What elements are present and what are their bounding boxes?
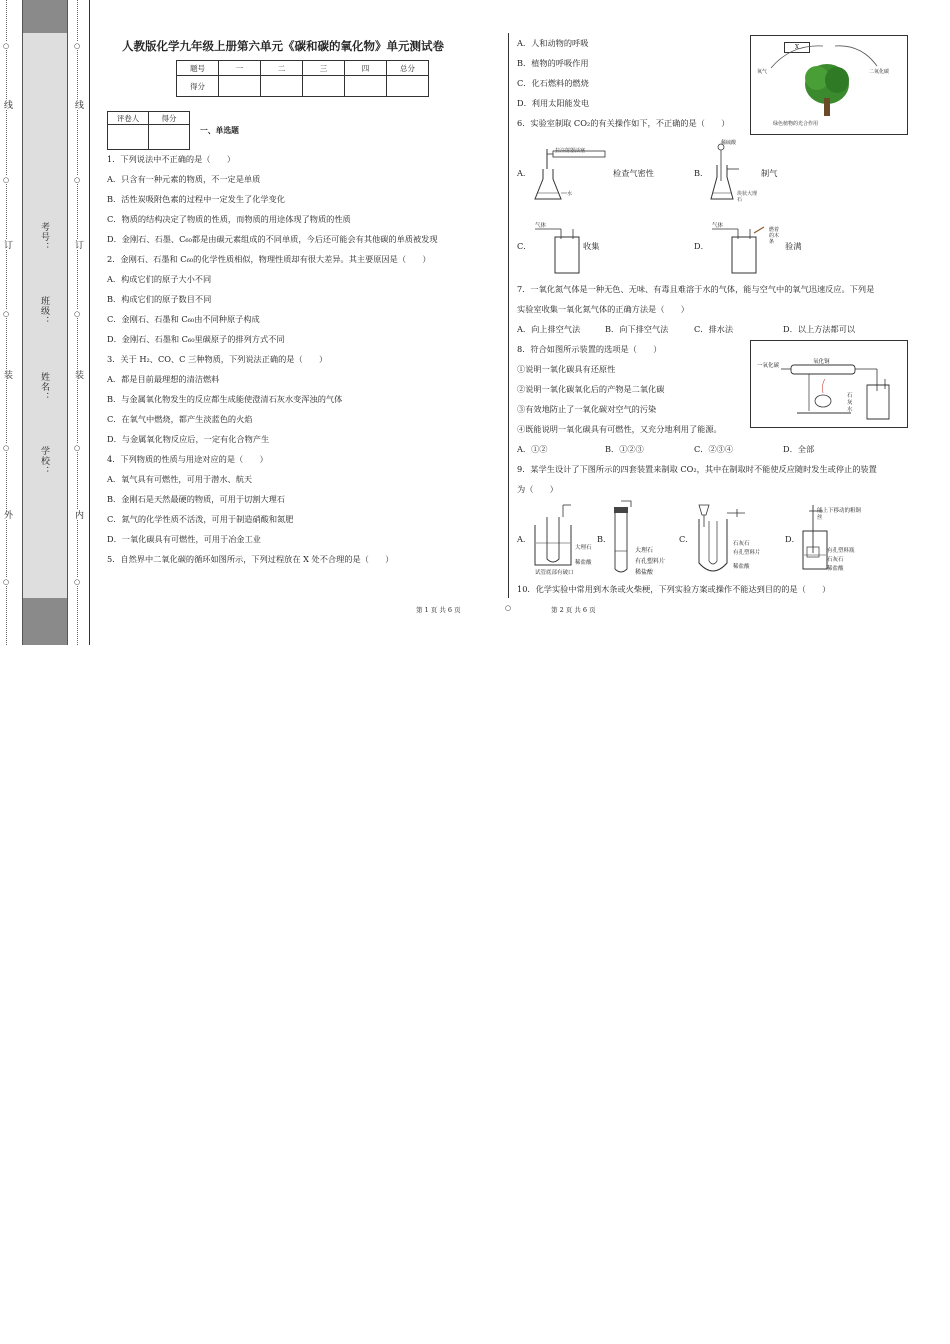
section-heading: 一、单选题	[200, 126, 239, 135]
statement-line: ①说明一氧化碳具有还原性	[517, 364, 616, 374]
q6-option-c-text: 收集	[583, 241, 600, 251]
option-line: D．金刚石、石墨和 C₆₀里碳原子的排列方式不同	[107, 334, 285, 344]
broken-tube-label: 试管底部有破口	[535, 570, 574, 576]
circle-mark: ○	[74, 42, 81, 50]
question-line: 7．一氧化氮气体是一种无色、无味、有毒且难溶于水的气体，能与空气中的氧气迅速反应。下列是	[517, 284, 875, 294]
copper-wire-label: 能上下移动的粗铜丝	[817, 508, 862, 521]
margin-mark-line: 线	[73, 100, 83, 110]
question-line: 4．下列物质的性质与用途对应的是（ ）	[107, 454, 268, 464]
q8-option-a: A．①②	[517, 444, 548, 454]
option-line: B．植物的呼吸作用	[517, 58, 589, 68]
grader-header: 评卷人	[108, 112, 149, 125]
field-name: 姓名：	[39, 372, 49, 402]
grader-header: 得分	[149, 112, 190, 125]
option-line: D．与金属氧化物反应后，一定有化合物产生	[107, 434, 270, 444]
co-label: 一氧化碳	[757, 363, 780, 369]
field-class: 班级：	[39, 296, 49, 326]
circle-mark: ○	[74, 444, 81, 452]
limestone-label: 石灰石	[733, 541, 750, 547]
q7-option-d: D．以上方法都可以	[783, 324, 856, 334]
margin-mark-bind: 订	[73, 240, 83, 250]
plastic-bottle-label: 有孔塑料瓶	[827, 548, 855, 554]
question-line: 9．某学生设计了下图所示的四套装置来制取 CO₂，其中在制取时不能使反应随时发生或停止的装置	[517, 464, 877, 474]
photosynthesis-label: 绿色植物的光合作用	[773, 121, 819, 127]
beaker-tube-diagram	[531, 503, 581, 575]
option-line: A．只含有一种元素的物质，不一定是单质	[107, 174, 261, 184]
circle-mark: ○	[74, 176, 81, 184]
co2-label: 二氧化碳	[869, 69, 890, 75]
gas-label: 气体	[712, 223, 724, 229]
binding-margin-outer	[0, 0, 14, 645]
circle-mark: ○	[3, 578, 10, 586]
option-line: B．活性炭吸附色素的过程中一定发生了化学变化	[107, 194, 285, 204]
gas-collection-bottle-diagram	[533, 225, 583, 277]
option-line: A．构成它们的原子大小不同	[107, 274, 212, 284]
question-line: 5．自然界中二氧化碳的循环如图所示，下列过程放在 X 处不合理的是（ ）	[107, 554, 394, 564]
score-cell[interactable]	[261, 76, 303, 97]
q7-option-c: C．排水法	[694, 324, 734, 334]
q6-option-d-label: D．	[694, 241, 709, 251]
score-header: 二	[261, 61, 303, 76]
page-number-1: 第 1 页 共 6 页	[416, 606, 461, 614]
option-line: C．化石燃料的燃烧	[517, 78, 589, 88]
score-header: 四	[345, 61, 387, 76]
option-line: D．一氧化碳具有可燃性，可用于冶金工业	[107, 534, 261, 544]
q9-option-a-label: A．	[517, 534, 532, 544]
score-cell[interactable]	[219, 76, 261, 97]
option-line: B．金刚石是天然最硬的物质，可用于切割大理石	[107, 494, 285, 504]
q7-option-a: A．向上排空气法	[517, 324, 581, 334]
question-line: 8．符合如图所示装置的选项是（ ）	[517, 344, 662, 354]
full-check-bottle-diagram	[710, 225, 766, 277]
column-divider	[508, 33, 509, 598]
burning-stick-label: 燃着的木条	[769, 227, 780, 245]
option-line: A．都是目前最理想的清洁燃料	[107, 374, 220, 384]
circle-mark: ○	[3, 176, 10, 184]
limestone-label: 石灰石	[827, 557, 844, 563]
score-header: 题号	[177, 61, 219, 76]
cuo-label: 氧化铜	[813, 359, 830, 365]
grader-cell[interactable]	[149, 125, 190, 150]
q6-option-a-label: A．	[517, 168, 532, 178]
acid-label: 稀盐酸	[575, 560, 592, 566]
grader-table	[107, 111, 190, 150]
score-row-label: 得分	[177, 76, 219, 97]
field-exam-number: 考号：	[39, 222, 49, 252]
circle-mark: ○	[3, 42, 10, 50]
question-line: 1．下列说法中不正确的是（ ）	[107, 154, 236, 164]
plate-label: 有孔塑料片	[635, 558, 666, 565]
binding-margin-inner	[70, 0, 86, 645]
x-box: X	[784, 42, 810, 53]
question-line: 6．实验室制取 CO₂的有关操作如下，不正确的是（ ）	[517, 118, 730, 128]
acid-label: 稀盐酸	[733, 564, 750, 570]
apparatus-illustration	[751, 341, 907, 427]
circle-mark: ○	[3, 310, 10, 318]
circle-mark: ○	[3, 444, 10, 452]
score-header: 三	[303, 61, 345, 76]
score-table	[176, 60, 429, 97]
option-line: B．构成它们的原子数目不同	[107, 294, 212, 304]
q6-option-a-text: 检查气密性	[613, 168, 654, 178]
statement-line: ②说明一氧化碳氧化后的产物是二氧化碳	[517, 384, 665, 394]
score-cell[interactable]	[345, 76, 387, 97]
q6-option-b-text: 制气	[761, 168, 778, 178]
test-tube-diagram	[609, 497, 639, 577]
option-line: C．金刚石、石墨和 C₆₀由不同种原子构成	[107, 314, 260, 324]
carbon-cycle-figure	[750, 35, 908, 135]
dotted-cut-line	[6, 0, 7, 645]
center-circle-mark: ○	[505, 604, 512, 612]
question-line: 为（ ）	[517, 484, 558, 494]
option-line: C．物质的结构决定了物质的性质，而物质的用途体现了物质的性质	[107, 214, 351, 224]
acid-label: 稀盐酸	[635, 569, 654, 576]
margin-rule	[89, 0, 90, 645]
question-line: 3．关于 H₂、CO、C 三种物质，下列说法正确的是（ ）	[107, 354, 328, 364]
option-line: A．人和动物的呼吸	[517, 38, 589, 48]
exam-title: 人教版化学九年级上册第六单元《碳和碳的氧化物》单元测试卷	[122, 39, 444, 53]
circle-mark: ○	[74, 578, 81, 586]
statement-line: ④既能说明一氧化碳具有可燃性，又充分地利用了能源。	[517, 424, 722, 434]
dotted-cut-line	[77, 0, 78, 645]
water-label: 水	[567, 191, 573, 197]
q8-option-b: B．①②③	[605, 444, 644, 454]
question-line: 10．化学实验中常用到木条或火柴梗，下列实验方案或操作不能达到目的的是（ ）	[517, 584, 831, 594]
statement-line: ③有效地防止了一氧化碳对空气的污染	[517, 404, 657, 414]
marble-label: 大理石	[575, 545, 592, 551]
marble-label: 大理石	[635, 547, 654, 554]
circle-mark: ○	[74, 310, 81, 318]
margin-mark-pack: 装	[2, 370, 12, 380]
margin-mark-bind: 订	[2, 240, 12, 250]
q7-option-b: B．向下排空气法	[605, 324, 669, 334]
q9-option-c-label: C．	[679, 534, 694, 544]
score-cell[interactable]	[303, 76, 345, 97]
score-header: 总分	[387, 61, 429, 76]
gas-label: 气体	[535, 223, 547, 229]
limewater-label: 石灰水	[847, 393, 853, 413]
option-line: C．氮气的化学性质不活泼，可用于制造硝酸和氮肥	[107, 514, 294, 524]
option-line: C．在氧气中燃烧，都产生淡蓝色的火焰	[107, 414, 253, 424]
marble-label: 块状大理石	[737, 191, 758, 203]
page-number-2: 第 2 页 共 6 页	[551, 606, 596, 614]
option-line: A．氧气具有可燃性，可用于潜水、航天	[107, 474, 253, 484]
q6-option-c-label: C．	[517, 241, 532, 251]
acid-label: 稀硫酸	[721, 140, 737, 146]
question-line: 实验室收集一氧化氮气体的正确方法是（ ）	[517, 304, 689, 314]
co-reduction-apparatus-figure	[750, 340, 908, 428]
score-header: 一	[219, 61, 261, 76]
oxygen-label: 氧气	[757, 69, 768, 75]
option-line: D．利用太阳能发电	[517, 98, 590, 108]
margin-mark-outer: 外	[2, 510, 12, 520]
q8-option-c: C．②③④	[694, 444, 734, 454]
q6-option-b-label: B．	[694, 168, 709, 178]
margin-mark-inner: 内	[73, 510, 83, 520]
margin-mark-pack: 装	[73, 370, 83, 380]
acid-label: 稀盐酸	[827, 566, 844, 572]
margin-mark-line: 线	[2, 100, 12, 110]
syringe-label: 拉注射器活塞	[555, 148, 586, 154]
question-line: 2．金刚石、石墨和 C₆₀的化学性质相似，物理性质却有很大差异。其主要原因是（ ）	[107, 254, 431, 264]
score-cell[interactable]	[387, 76, 429, 97]
grader-cell[interactable]	[108, 125, 149, 150]
q6-option-d-text: 验满	[785, 241, 802, 251]
field-school: 学校：	[39, 446, 49, 476]
option-line: D．金刚石、石墨、C₆₀都是由碳元素组成的不同单质，今后还可能会有其他碳的单质被发现	[107, 234, 438, 244]
q9-option-d-label: D．	[785, 534, 800, 544]
q9-option-b-label: B．	[597, 534, 612, 544]
plate-label: 有孔塑料片	[733, 550, 761, 556]
option-line: B．与金属氧化物发生的反应都生成能使澄清石灰水变浑浊的气体	[107, 394, 343, 404]
q8-option-d: D．全部	[783, 444, 815, 454]
